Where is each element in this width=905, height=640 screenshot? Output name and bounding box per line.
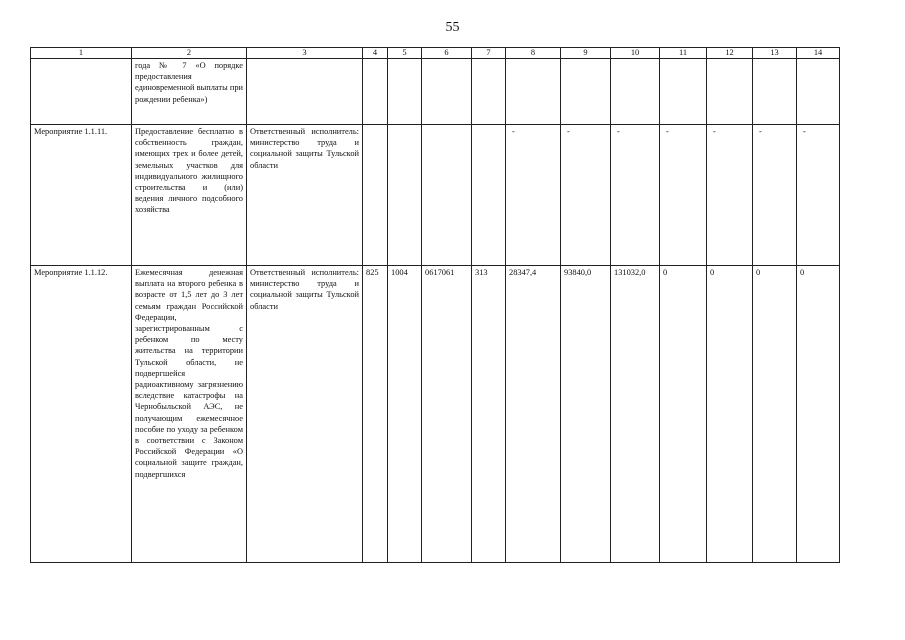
activity-description-cell: Предоставление бесплатно в собственность граждан, имеющих трех и более детей, земельных участков для индивидуального жилищного строительства и (или) ведения личного подсобного хозяйства bbox=[132, 125, 247, 266]
table-row bbox=[31, 266, 840, 563]
value-cell: 0 bbox=[753, 266, 797, 563]
value-cell bbox=[472, 125, 506, 266]
column-header: 4 bbox=[363, 48, 388, 59]
table-row bbox=[31, 125, 840, 266]
value-cell bbox=[797, 59, 840, 125]
value-cell: 313 bbox=[472, 266, 506, 563]
column-header: 12 bbox=[707, 48, 753, 59]
value-cell bbox=[660, 59, 707, 125]
value-cell bbox=[707, 59, 753, 125]
activity-description-cell: Ежемесячная денежная выплата на второго ребенка в возрасте от 1,5 лет до 3 лет семьям граждан Российской Федерации, зарегистрированным с ребенком по месту жительства на территории Тульской области, не подвергшейся радиоактивному загрязнению вследствие катастрофы на Чернобыльской АЭС, не получающим ежемесячное пособие по уходу за ребенком в соответствии с Законом Российской Федерации «О социальной защите граждан, подвергшихся bbox=[132, 266, 247, 563]
executor-cell: Ответственный исполнитель: министерство труда и социальной защиты Тульской области bbox=[247, 125, 363, 266]
column-header: 2 bbox=[132, 48, 247, 59]
value-cell: - bbox=[561, 125, 611, 266]
value-cell bbox=[363, 125, 388, 266]
value-cell bbox=[388, 125, 422, 266]
header-row bbox=[31, 48, 840, 59]
column-header: 7 bbox=[472, 48, 506, 59]
value-cell: - bbox=[797, 125, 840, 266]
column-header: 9 bbox=[561, 48, 611, 59]
value-cell bbox=[422, 125, 472, 266]
value-cell: - bbox=[506, 125, 561, 266]
value-cell: - bbox=[707, 125, 753, 266]
column-header: 14 bbox=[797, 48, 840, 59]
value-cell: 0 bbox=[797, 266, 840, 563]
value-cell: 131032,0 bbox=[611, 266, 660, 563]
activity-description-cell: года № 7 «О порядке предоставления единовременной выплаты при рождении ребенка») bbox=[132, 59, 247, 125]
activity-name-cell: Мероприятие 1.1.12. bbox=[31, 266, 132, 563]
column-header: 1 bbox=[31, 48, 132, 59]
activity-name-cell: Мероприятие 1.1.11. bbox=[31, 125, 132, 266]
budget-table bbox=[30, 47, 840, 563]
value-cell: 825 bbox=[363, 266, 388, 563]
value-cell: 0617061 bbox=[422, 266, 472, 563]
value-cell bbox=[472, 59, 506, 125]
column-header: 8 bbox=[506, 48, 561, 59]
value-cell: - bbox=[660, 125, 707, 266]
column-header: 11 bbox=[660, 48, 707, 59]
page-number: 55 bbox=[445, 20, 460, 35]
value-cell bbox=[611, 59, 660, 125]
value-cell bbox=[753, 59, 797, 125]
value-cell: 93840,0 bbox=[561, 266, 611, 563]
executor-cell bbox=[247, 59, 363, 125]
activity-name-cell bbox=[31, 59, 132, 125]
executor-cell: Ответственный исполнитель: министерство труда и социальной защиты Тульской области bbox=[247, 266, 363, 563]
value-cell: 0 bbox=[707, 266, 753, 563]
value-cell: 28347,4 bbox=[506, 266, 561, 563]
column-header: 5 bbox=[388, 48, 422, 59]
value-cell bbox=[422, 59, 472, 125]
value-cell bbox=[363, 59, 388, 125]
value-cell: 1004 bbox=[388, 266, 422, 563]
value-cell: - bbox=[753, 125, 797, 266]
column-header: 3 bbox=[247, 48, 363, 59]
column-header: 13 bbox=[753, 48, 797, 59]
column-header: 10 bbox=[611, 48, 660, 59]
value-cell bbox=[561, 59, 611, 125]
value-cell: 0 bbox=[660, 266, 707, 563]
table-row bbox=[31, 59, 840, 125]
value-cell bbox=[506, 59, 561, 125]
value-cell: - bbox=[611, 125, 660, 266]
column-header: 6 bbox=[422, 48, 472, 59]
value-cell bbox=[388, 59, 422, 125]
